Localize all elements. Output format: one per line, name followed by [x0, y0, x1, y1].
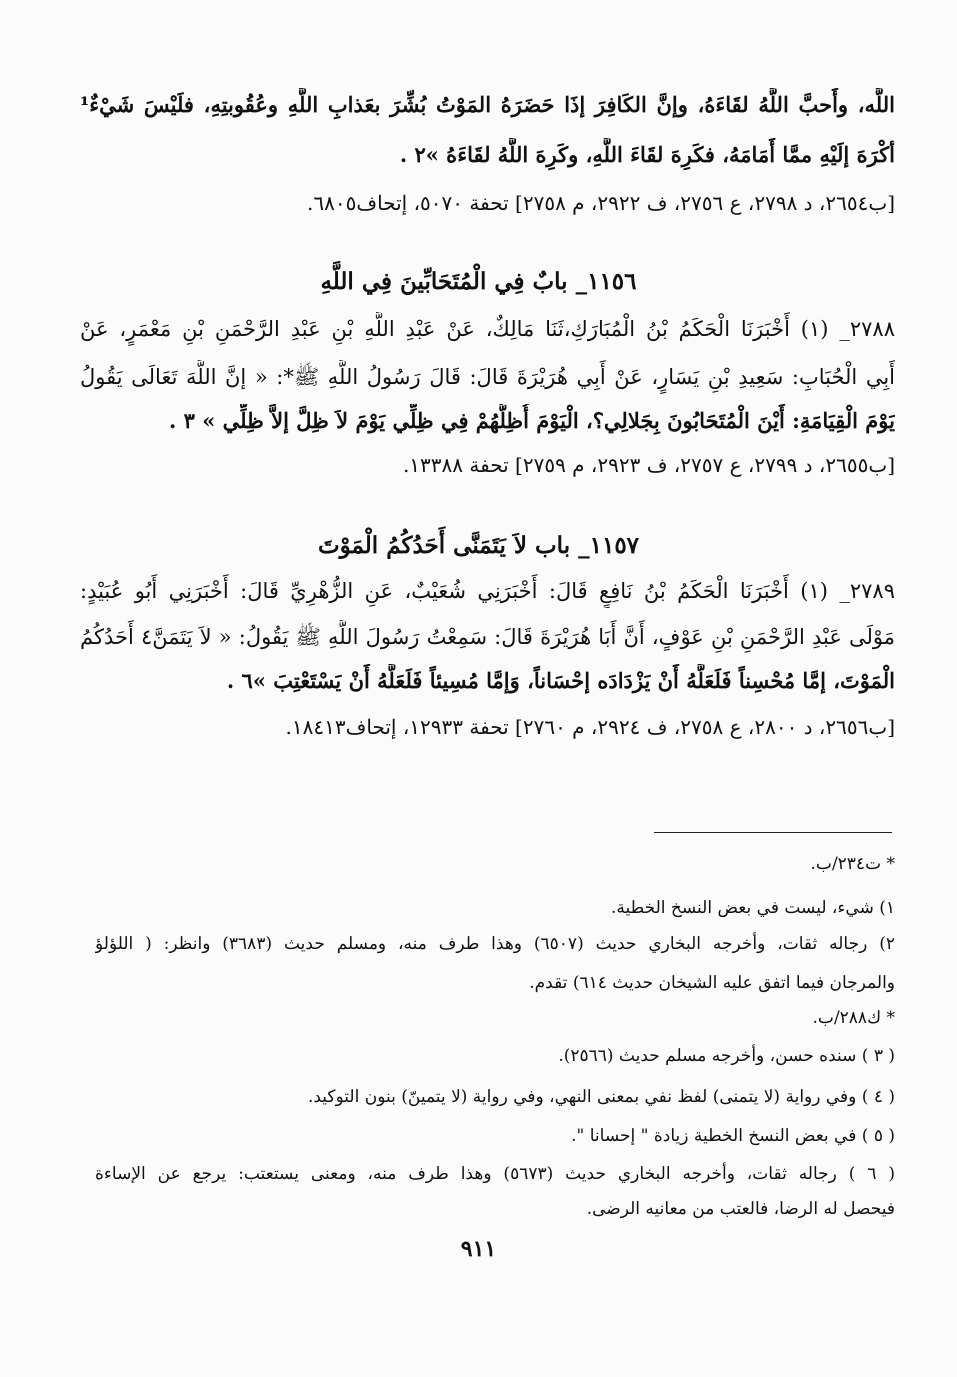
text-line: اللَّه، وأَحبَّ اللَّهُ لقَاءَهُ، وإنَّ الكَافِرَ إذَا حَضَرَهُ المَوْتُ بُشِّرَ بعَذابِ اللَّهِ وعُقُوبتِهِ، فلَيْسَ شَيْءٌ¹ [80, 92, 895, 117]
footnote: فيحصل له الرضا، فالعتب من معانيه الرضى. [586, 1199, 895, 1219]
text-line: أَبِي الْحُبَابِ: سَعِيدِ بْنِ يَسَارٍ، عَنْ أَبِي هُرَيْرَةَ قَالَ: قَالَ رَسُولُ اللَّهِ ﷺ*: « إنَّ اللَّهَ تَعَالَى يَقُولُ [80, 365, 895, 389]
text-line: مَوْلَى عَبْدِ الرَّحْمَنِ بْنِ عَوْفٍ، أَنَّ أَبَا هُرَيْرَةَ قَالَ: سَمِعْتُ رَسُولَ اللَّهِ ﷺ يَقُولُ: « لاَ يَتَمَنَّ٤ أَحَدُكُمُ [80, 625, 895, 649]
footnote: ( ٤ ) وفي رواية (لا يتمنى) لفظ نفي بمعنى النهي، وفي رواية (لا يتمينّ) بنون التوكيد. [307, 1087, 895, 1107]
footnote: ٢) رجاله ثقات، وأخرجه البخاري حديث (٦٥٠٧) وهذا طرف منه، ومسلم حديث (٣٦٨٣) وانظر: ( اللؤلؤ [95, 934, 895, 954]
reference-line: [ب٢٦٥٥، د ٢٧٩٩، ع ٢٧٥٧، ف ٢٩٢٣، م ٢٧٥٩] تحفة ١٣٣٨٨. [402, 453, 895, 477]
footnote: ( ٥ ) في بعض النسخ الخطية زيادة " إحسانا ". [571, 1126, 895, 1146]
footnote-separator [654, 832, 892, 833]
footnote: * ك٢٨٨/ب. [812, 1008, 895, 1028]
footnote: ١) شيء، ليست في بعض النسخ الخطية. [611, 898, 895, 918]
footnote: ( ٣ ) سنده حسن، وأخرجه مسلم حديث (٢٥٦٦). [558, 1046, 895, 1066]
footnote: والمرجان فيما اتفق عليه الشيخان حديث ٦١٤) تقدم. [529, 973, 895, 993]
footnote: ( ٦ ) رجاله ثقات، وأخرجه البخاري حديث (٥٦٧٣) وهذا طرف منه، ومعنى يستعتب: يرجع عن الإساءة [95, 1164, 895, 1184]
footnote: * ت٢٣٤/ب. [810, 854, 895, 874]
section-heading: ١١٥٦_ بابٌ فِي الْمُتَحَابِّينَ فِي اللَّهِ [320, 268, 637, 295]
reference-line: [ب٢٦٥٦، د ٢٨٠٠، ع ٢٧٥٨، ف ٢٩٢٤، م ٢٧٦٠] تحفة ١٢٩٣٣، إتحاف١٨٤١٣. [285, 715, 895, 739]
text-line: ٢٧٨٩_ (١) أَخْبَرَنَا الْحَكَمُ بْنُ نَافِعٍ قَالَ: أَخْبَرَنِي شُعَيْبٌ، عَنِ الزُّهْرِيِّ قَالَ: أَخْبَرَنِي أَبُو عُبَيْدٍ: [80, 579, 895, 603]
text-line: ٢٧٨٨_ (١) أَخْبَرَنَا الْحَكَمُ بْنُ الْمُبَارَكِ،ثَنَا مَالِكٌ، عَنْ عَبْدِ اللَّهِ بْنِ عَبْدِ الرَّحْمَنِ بْنِ مَعْمَرٍ، عَنْ [80, 317, 895, 341]
text-line: أكْرَهَ إلَيْهِ ممَّا أَمَامَهُ، فكَرِهَ لقَاءَ اللَّهِ، وكَرِهَ اللَّهُ لقَاءَهُ »٢ . [399, 142, 895, 167]
section-heading: ١١٥٧_ باب لاَ يَتَمَنَّى أَحَدُكُمُ الْمَوْتَ [317, 532, 640, 559]
text-line: الْمَوْتَ، إمَّا مُحْسِناً فَلَعَلَّهُ أَنْ يَزْدَادَه إحْسَاناً، وَإمَّا مُسِيئاً فَلَعَلَّهُ أَنْ يَسْتَعْتِبَ »٦ . [226, 668, 895, 693]
page-number: ٩١١ [460, 1236, 497, 1262]
reference-line: [ب٢٦٥٤، د ٢٧٩٨، ع ٢٧٥٦، ف ٢٩٢٢، م ٢٧٥٨] تحفة ٥٠٧٠، إتحاف٦٨٠٥. [307, 191, 895, 215]
text-line: يَوْمَ الْقِيَامَةِ: أَيْنَ الْمُتَحَابُونَ بِجَلالِي؟، الْيَوْمَ أُظِلُّهُمْ فِي ظِلِّي يَوْمَ لاَ ظِلَّ إلاَّ ظِلِّي » ٣ . [168, 408, 895, 433]
